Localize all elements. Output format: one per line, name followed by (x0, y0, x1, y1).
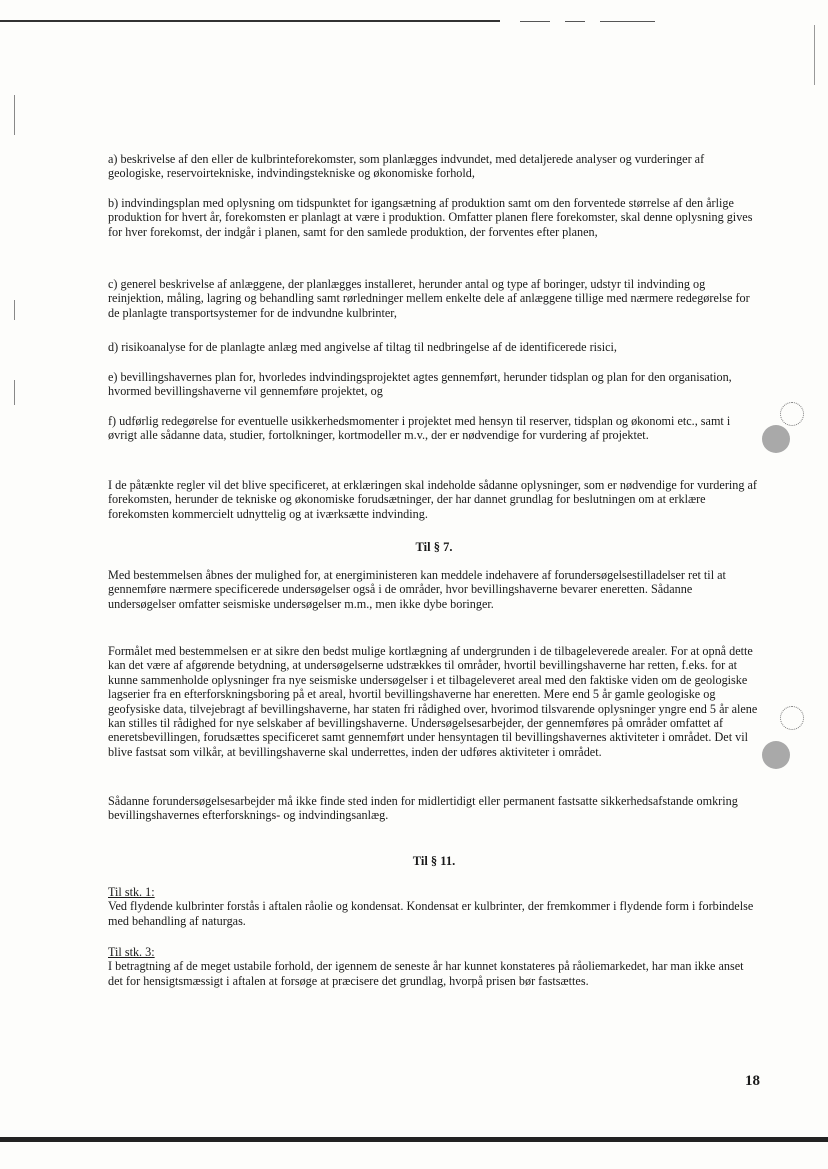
paragraph-7-3: Sådanne forundersøgelsesarbejder må ikke finde sted inden for midlertidigt eller permanent fastsatte sikkerhedsafstande omkring bevillingshavernes efterforsknings- og indvindingsanlæg. (108, 794, 738, 823)
scan-border-top (0, 20, 500, 22)
scan-border-bottom (0, 1137, 828, 1142)
stk3-label: Til stk. 3: (108, 945, 155, 959)
punch-hole-ring (780, 706, 804, 730)
punch-hole-ring (780, 402, 804, 426)
stk3-text: I betragtning af de meget ustabile forhold, der igennem de seneste år har kunnet konstateres på råoliemarkedet, har man ikke anset det for hensigtsmæssigt i aftalen at forsøge at præcisere det grundlag, hvorpå prisen bør fastsættes. (108, 959, 744, 988)
paragraph-regler: I de påtænkte regler vil det blive specificeret, at erklæringen skal indeholde sådanne oplysninger, som er nødvendige for vurdering af forekomsten, herunder de tekniske og økonomiske forudsætninger, der har dannet grundlag for beslutningen om at erklære forekomsten kommercielt udnyttelig og at iværksætte indvinding. (108, 478, 757, 521)
scan-border-dash (565, 21, 585, 22)
stk1-label: Til stk. 1: (108, 885, 155, 899)
scan-border-dash (600, 21, 655, 22)
paragraph-7-1: Med bestemmelsen åbnes der mulighed for, at energiministeren kan meddele indehavere af forundersøgelsestilladelser ret til at gennemføre nærmere specificerede undersøgelser også i de områder, hvor bevillingshaverne bevarer eneretten. Sådanne undersøgelser omfatter seismiske undersøgelser m.m., men ikke dybe boringer. (108, 568, 726, 611)
heading-section-7: Til § 7. (415, 540, 453, 554)
paragraph-a: a) beskrivelse af den eller de kulbrinteforekomster, som planlægges indvundet, med detaljerede analyser og vurderinger af geologiske, reservoirtekniske, indvindingstekniske og økonomiske forhold, (108, 152, 705, 181)
scan-border-left (14, 95, 15, 135)
punch-hole (762, 425, 790, 453)
scan-border-left (14, 380, 15, 405)
punch-hole (762, 741, 790, 769)
paragraph-d: d) risikoanalyse for de planlagte anlæg med angivelse af tiltag til nedbringelse af de identificerede risici, (108, 340, 617, 354)
paragraph-e: e) bevillingshavernes plan for, hvorledes indvindingsprojektet agtes gennemført, herunder tidsplan og plan for den organisation, hvormed bevillingshaverne vil gennemføre projektet, og (108, 370, 732, 399)
scan-border-dash (520, 21, 550, 22)
page-number: 18 (745, 1073, 760, 1089)
paragraph-7-2: Formålet med bestemmelsen er at sikre den bedst mulige kortlægning af undergrunden i de tilbageleverede arealer. For at opnå dette kan det være af afgørende betydning, at undersøgelserne udstrækkes til områder, hvortil bevillingshaverne har retten, f.eks. for at kunne sammenholde oplysninger fra nye seismiske undersøgelser i et tilbageleveret areal med den faktiske viden om de geologiske lagserier fra en efterforskningsboring på et areal, hvortil bevillingshaverne har eneretten. Mere end 5 år gamle geologiske og geofysiske data, tilvejebragt af bevillingshaverne, har staten fri rådighed over, hvorimod tilsvarende oplysninger yngre end 5 år alene kan stilles til rådighed for nye selskaber af bevillingshaverne. Undersøgelsesarbejder, der gennemføres på områder omfattet af eneretsbevillingen, forudsættes specificeret samt gennemført under hensyntagen til bevillingshavernes aktiviteter i området. Det vil blive fastsat som vilkår, at bevillingshaverne skal underrettes, inden der udføres aktiviteter i området. (108, 644, 758, 759)
paragraph-b: b) indvindingsplan med oplysning om tidspunktet for igangsætning af produktion samt om den forventede størrelse af den årlige produktion for hvert år, forekomsten er planlagt at være i produktion. Omfatter planen flere forekomster, skal denne oplysning gives for hver forekomst, der indgår i planen, samt for den samlede produktion, der forventes efter planen, (108, 196, 753, 239)
stk1-block (108, 885, 760, 928)
paragraph-f: f) udførlig redegørelse for eventuelle usikkerhedsmomenter i projektet med hensyn til reserver, tidsplan og økonomi etc., samt i øvrigt alle sådanne data, studier, fortolkninger, kortmodeller m.v., der er nødvendige for vurdering af projektet. (108, 414, 731, 443)
stk3-block (108, 945, 760, 988)
paragraph-c: c) generel beskrivelse af anlæggene, der planlægges installeret, herunder antal og type af boringer, udstyr til indvinding og reinjektion, måling, lagring og behandling samt rørledninger mellem enkelte dele af anlæggene tillige med nærmere redegørelse for de planlagte transportsystemer for de indvundne kulbrinter, (108, 277, 750, 320)
stk1-text: Ved flydende kulbrinter forstås i aftalen råolie og kondensat. Kondensat er kulbrinter, der fremkommer i flydende form i forbindelse med behandling af naturgas. (108, 899, 754, 928)
scan-border-left (14, 300, 15, 320)
scan-border-right (814, 25, 815, 85)
heading-section-11: Til § 11. (412, 854, 456, 868)
